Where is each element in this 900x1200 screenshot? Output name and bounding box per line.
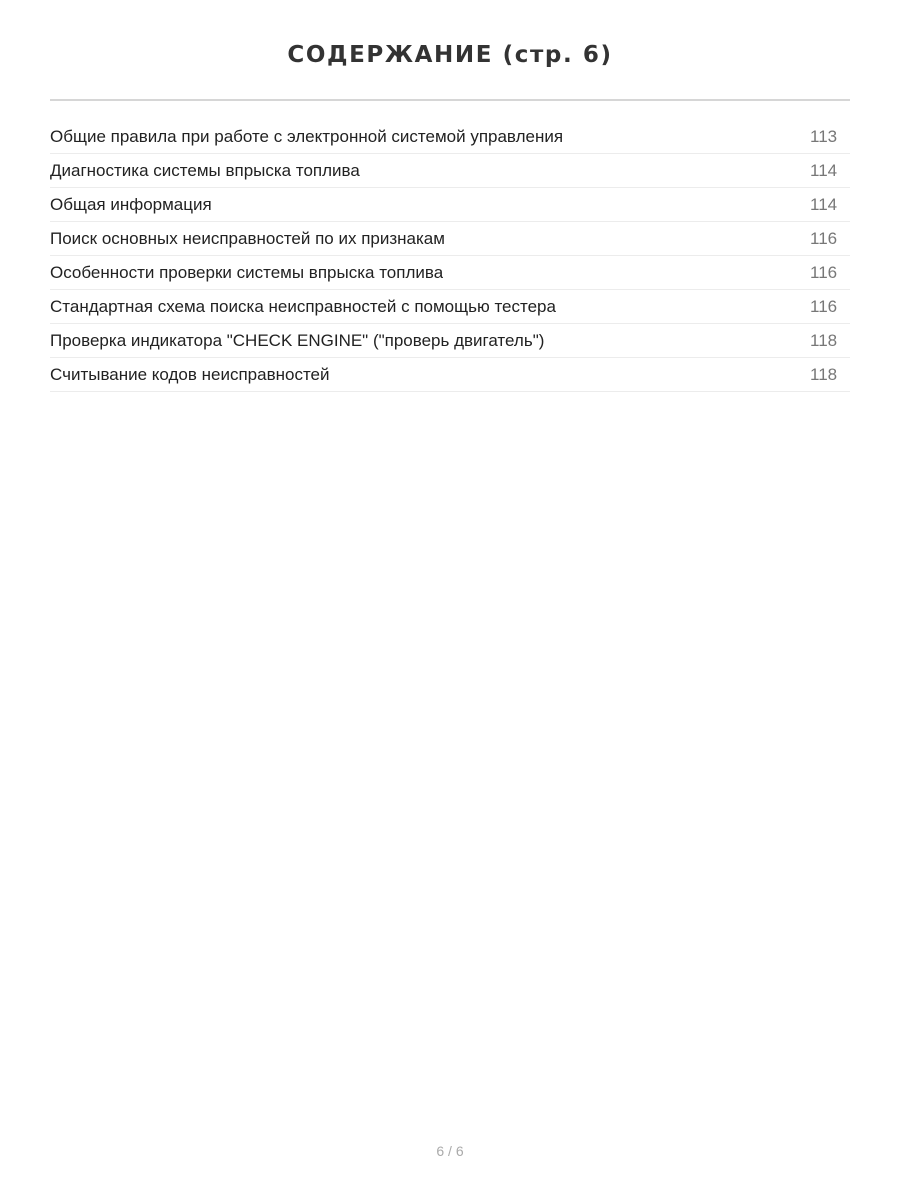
toc-list xyxy=(50,120,850,392)
toc-entry-title: Считывание кодов неисправностей xyxy=(50,364,330,384)
toc-entry[interactable] xyxy=(50,324,850,358)
toc-entry-page: 116 xyxy=(810,262,838,282)
page-number: 6 / 6 xyxy=(436,1143,464,1159)
toc-entry[interactable] xyxy=(50,120,850,154)
toc-entry-title: Поиск основных неисправностей по их признакам xyxy=(50,228,445,248)
toc-entry-page: 116 xyxy=(810,228,838,248)
toc-entry-title: Стандартная схема поиска неисправностей с помощью тестера xyxy=(50,296,556,316)
toc-entry-page: 113 xyxy=(810,126,838,146)
toc-entry-title: Диагностика системы впрыска топлива xyxy=(50,160,360,180)
toc-entry-title: Особенности проверки системы впрыска топлива xyxy=(50,262,444,282)
toc-entry-page: 116 xyxy=(810,296,838,316)
toc-entry-title: Общая информация xyxy=(50,194,212,214)
toc-entry-page: 118 xyxy=(810,364,838,384)
toc-entry-title: Общие правила при работе с электронной системой управления xyxy=(50,126,564,146)
toc-entry-page: 114 xyxy=(810,194,838,214)
toc-entry-page: 114 xyxy=(810,160,838,180)
toc-entry[interactable] xyxy=(50,188,850,222)
toc-entry[interactable] xyxy=(50,154,850,188)
toc-entry-page: 118 xyxy=(810,330,838,350)
title-divider xyxy=(50,99,850,101)
page-title: СОДЕРЖАНИЕ (стр. 6) xyxy=(287,42,613,68)
toc-entry[interactable] xyxy=(50,222,850,256)
toc-entry-title: Проверка индикатора "CHECK ENGINE" ("проверь двигатель") xyxy=(50,330,545,350)
toc-entry[interactable] xyxy=(50,290,850,324)
toc-entry[interactable] xyxy=(50,256,850,290)
toc-entry[interactable] xyxy=(50,358,850,392)
